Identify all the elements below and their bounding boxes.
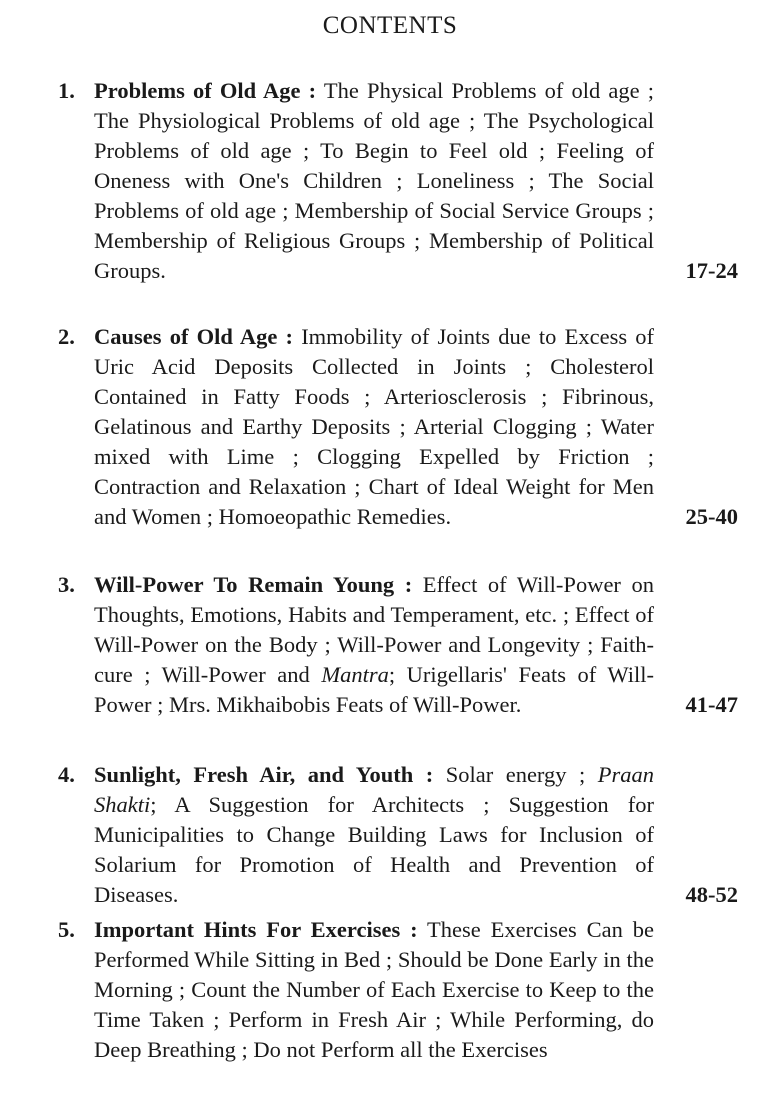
entry-pages: 41-47 [685,692,738,717]
toc-entry-1 [58,76,738,286]
entry-heading: Important Hints For Exercises : [94,917,418,942]
toc-entry-4 [58,760,738,910]
entry-text: ; Urigellaris' Feats of Will-Power ; Mrs. Mikhaibobis Feats of Will-Power. [94,662,655,717]
entry-pages: 48-52 [685,882,738,907]
toc-entry-body [58,76,654,286]
entry-number: 3. [58,572,75,597]
entry-text: The Physical Problems of old age ; The Physiological Problems of old age ; The Psychological Problems of old age ; To Begin to Feel old ; Feeling of Oneness with One's Children ; Loneliness ; The Social Problems of old age ; Membership of Social Service Groups ; Membership of Religious Groups ; Membership of Political Groups. [94,78,655,283]
entry-heading: Sunlight, Fresh Air, and Youth : [94,762,434,787]
toc-entry-2 [58,322,738,532]
entry-text: These Exercises Can be Performed While Sitting in Bed ; Should be Done Early in the Morning ; Count the Number of Each Exercise to Keep to the Time Taken ; Perform in Fresh Air ; While Performing, do Deep Breathing ; Do not Perform all the Exercises [94,917,654,1062]
entry-text: Solar energy ; [445,762,586,787]
entry-italic-term: Praan Shakti [94,762,655,817]
entry-text: Effect of Will-Power on Thoughts, Emotions, Habits and Temperament, etc. ; Effect of Will-Power on the Body ; Will-Power and Longevity ; Faith-cure ; Will-Power and [94,572,654,687]
entry-heading: Will-Power To Remain Young : [94,572,413,597]
page-title: CONTENTS [322,12,458,39]
entry-number: 4. [58,762,75,787]
entry-pages: 25-40 [685,504,738,529]
toc-entry-body [58,760,654,910]
toc-entry-body [58,915,654,1065]
entry-heading: Problems of Old Age : [94,78,317,103]
toc-entry-5 [58,915,738,1065]
entry-text: ; A Suggestion for Architects ; Suggestion for Municipalities to Change Building Laws for Inclusion of Solarium for Promotion of Health and Prevention of Diseases. [94,792,654,907]
toc-entry-body [58,322,654,532]
entry-number: 1. [58,78,75,103]
entry-italic-term: Mantra [321,662,389,687]
toc-entry-3 [58,570,738,720]
entry-number: 5. [58,917,75,942]
entry-heading: Causes of Old Age : [94,324,293,349]
entry-number: 2. [58,324,75,349]
toc-entry-body [58,570,654,720]
entry-pages: 17-24 [685,258,738,283]
entry-text: Immobility of Joints due to Excess of Uric Acid Deposits Collected in Joints ; Cholesterol Contained in Fatty Foods ; Arteriosclerosis ; Fibrinous, Gelatinous and Earthy Deposits ; Arterial Clogging ; Water mixed with Lime ; Clogging Expelled by Friction ; Contraction and Relaxation ; Chart of Ideal Weight for Men and Women ; Homoeopathic Remedies. [94,324,655,529]
